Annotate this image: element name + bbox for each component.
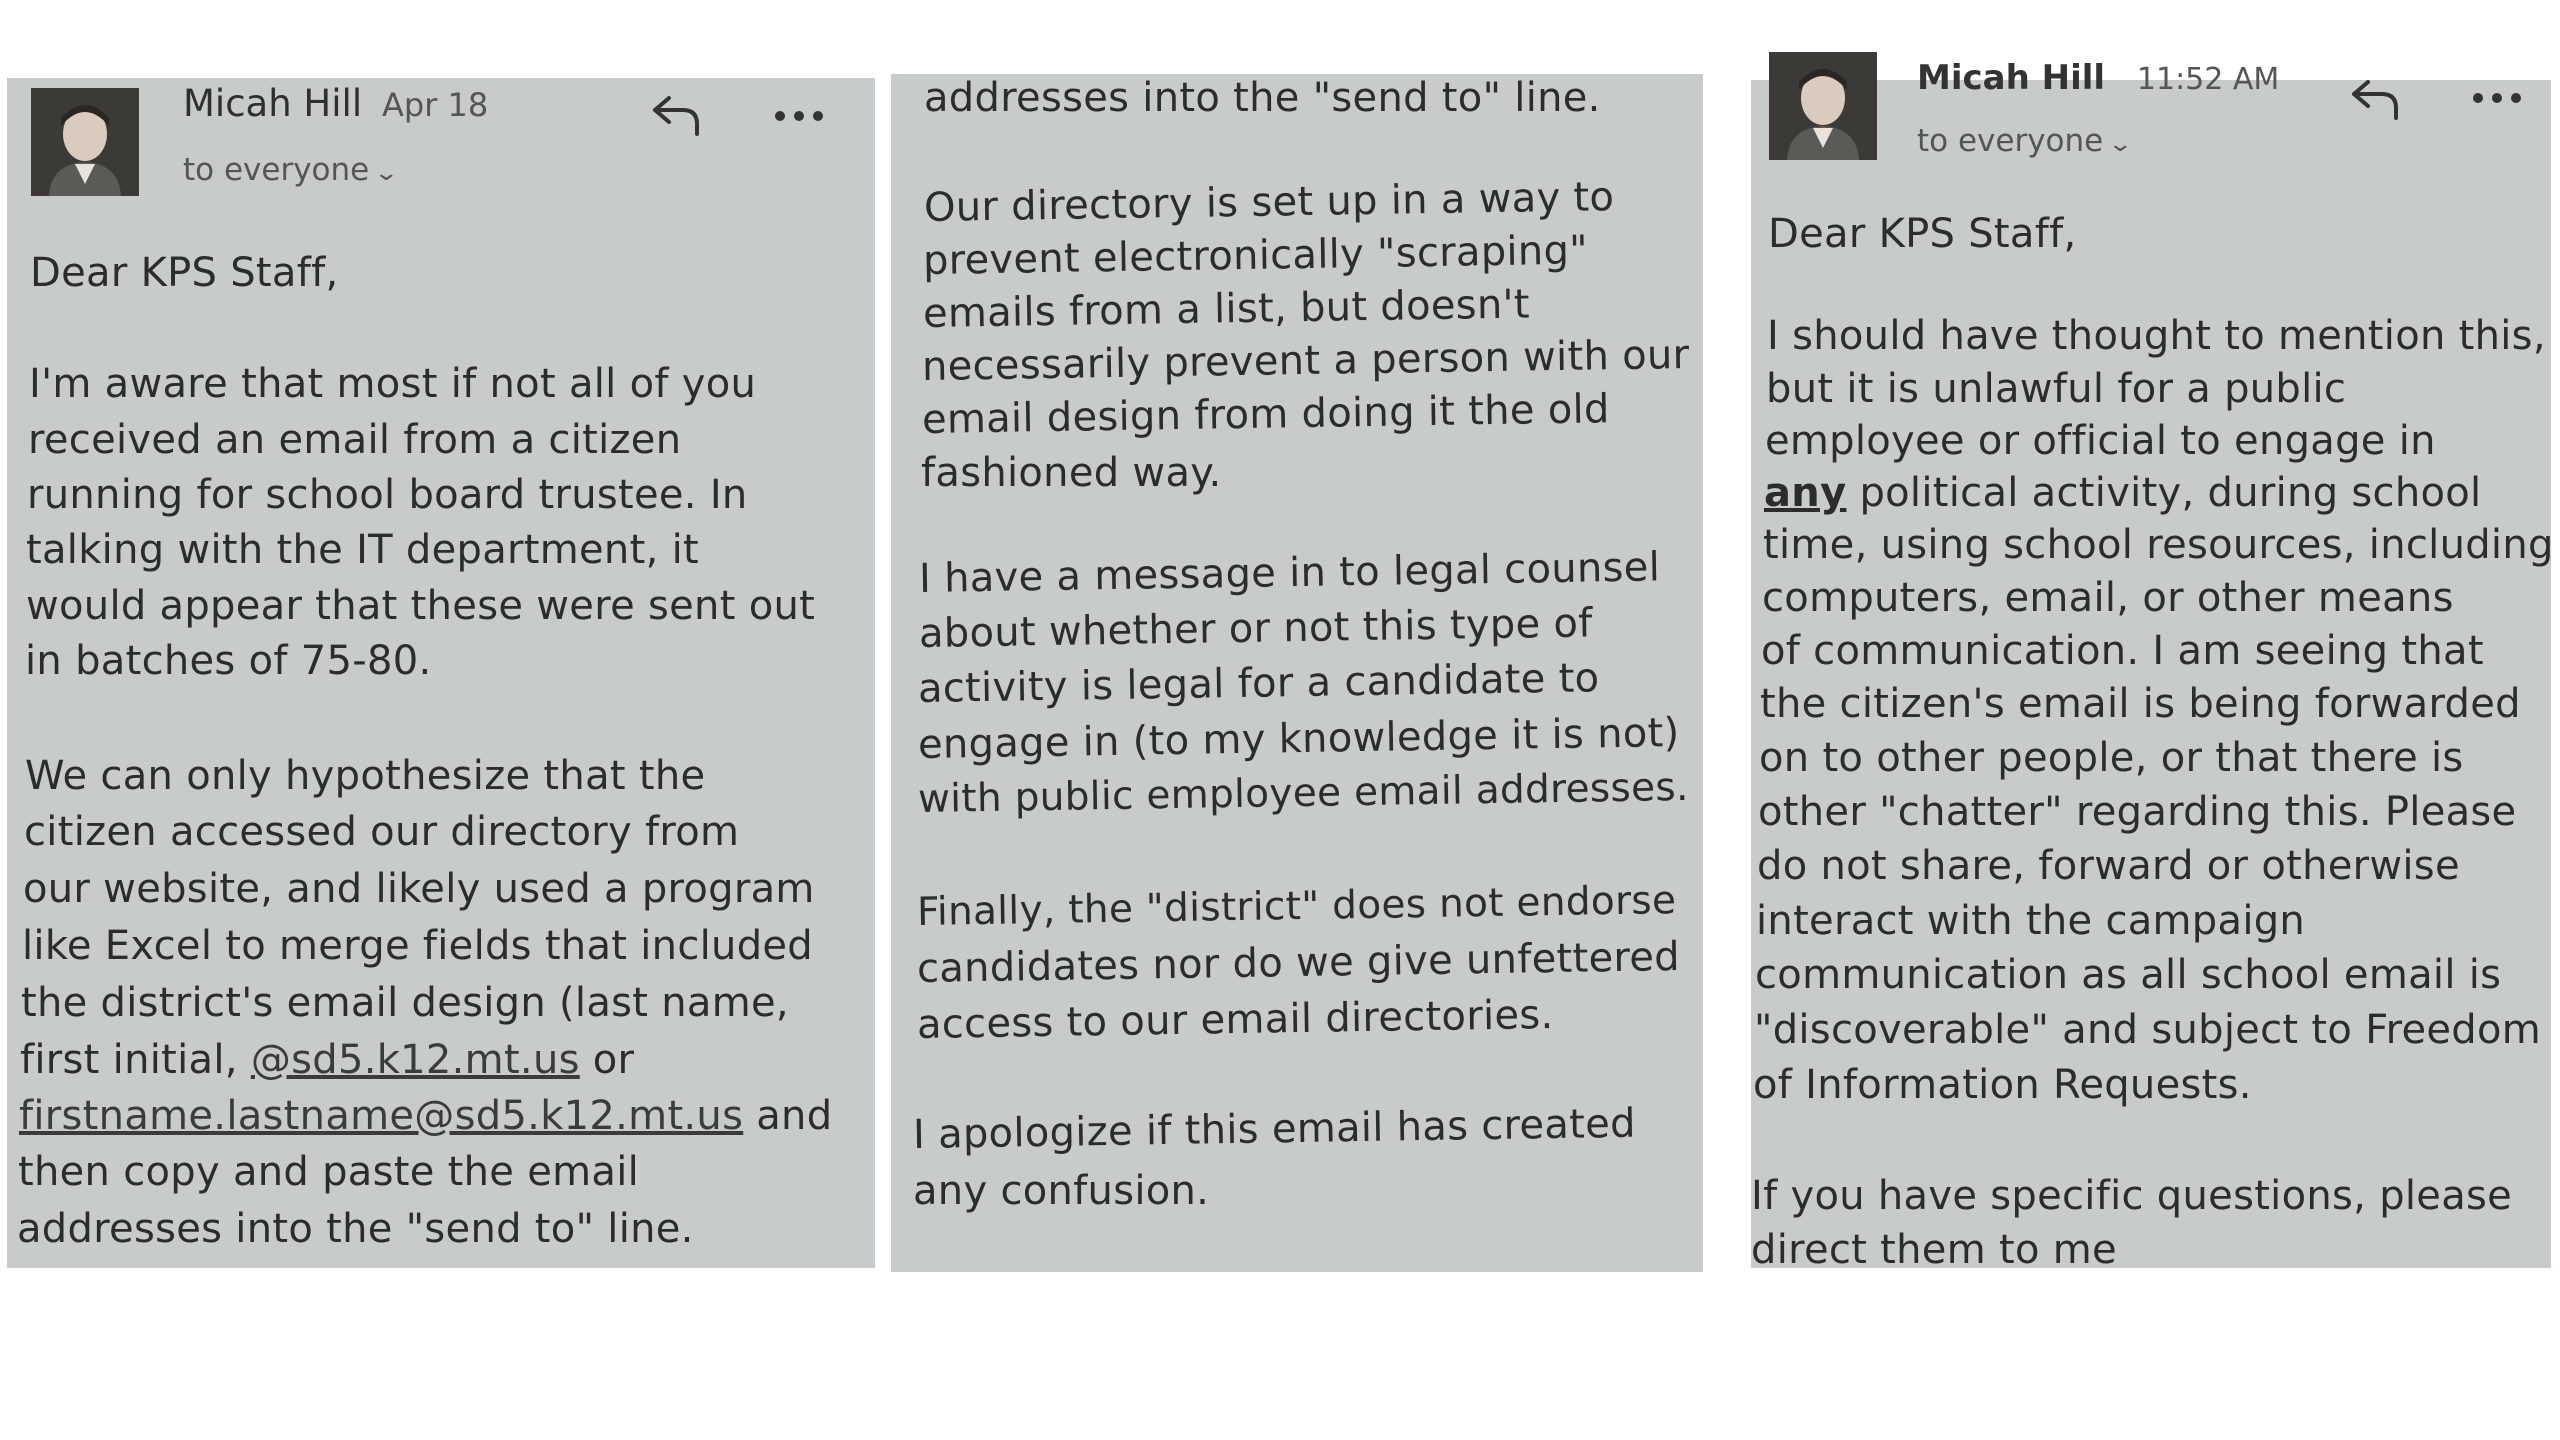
body-line: activity is legal for a candidate to bbox=[917, 655, 1600, 712]
body-text: and bbox=[756, 1093, 833, 1139]
body-line: emails from a list, but doesn't bbox=[922, 281, 1531, 337]
email-date: Apr 18 bbox=[382, 86, 489, 124]
more-options-icon[interactable] bbox=[773, 108, 825, 128]
body-line: then copy and paste the email bbox=[18, 1149, 640, 1195]
body-line: of communication. I am seeing that bbox=[1761, 628, 2484, 674]
body-line: on to other people, or that there is bbox=[1759, 735, 2464, 781]
body-line: candidates nor do we give unfettered bbox=[916, 934, 1681, 992]
body-line: other "chatter" regarding this. Please bbox=[1758, 789, 2517, 835]
body-line: access to our email directories. bbox=[916, 992, 1554, 1048]
body-line: any confusion. bbox=[913, 1168, 1210, 1214]
body-text: or bbox=[592, 1037, 635, 1083]
recipients-dropdown[interactable] bbox=[1917, 123, 2134, 159]
body-line bbox=[20, 1036, 634, 1084]
greeting: Dear KPS Staff, bbox=[1768, 211, 2077, 257]
body-line: the district's email design (last name, bbox=[21, 980, 789, 1026]
body-line: I have a message in to legal counsel bbox=[918, 544, 1661, 602]
body-line: of Information Requests. bbox=[1753, 1062, 2252, 1108]
recipients-label: to everyone bbox=[183, 152, 370, 188]
body-line: We can only hypothesize that the bbox=[25, 753, 706, 799]
body-line: received an email from a citizen bbox=[28, 417, 682, 463]
reply-icon[interactable] bbox=[2348, 76, 2402, 126]
body-line: do not share, forward or otherwise bbox=[1757, 843, 2460, 889]
body-line bbox=[1764, 469, 2481, 517]
body-line: addresses into the "send to" line. bbox=[17, 1206, 694, 1252]
more-options-icon[interactable] bbox=[2471, 90, 2523, 110]
body-line: I should have thought to mention this, bbox=[1767, 313, 2546, 359]
body-text: first initial, bbox=[20, 1037, 238, 1083]
sender-name-text: Micah Hill bbox=[1917, 58, 2106, 98]
body-line: Our directory is set up in a way to bbox=[923, 174, 1615, 231]
chevron-down-icon: ⌄ bbox=[373, 161, 400, 186]
sender-name bbox=[1917, 58, 2279, 98]
body-line: computers, email, or other means bbox=[1762, 575, 2454, 621]
emphasis-any: any bbox=[1764, 470, 1847, 516]
email-address-link[interactable]: firstname.lastname@sd5.k12.mt.us bbox=[19, 1093, 744, 1139]
body-line: fashioned way. bbox=[921, 450, 1222, 496]
body-line: in batches of 75-80. bbox=[25, 638, 432, 684]
body-line: with public employee email addresses. bbox=[917, 764, 1690, 822]
body-line: our website, and likely used a program bbox=[23, 866, 815, 912]
body-line: running for school board trustee. In bbox=[27, 472, 748, 518]
email-panel-1 bbox=[7, 78, 875, 1268]
body-line-cutoff: direct them to me bbox=[1751, 1227, 2117, 1273]
body-line bbox=[19, 1092, 832, 1140]
email-panel-2 bbox=[891, 74, 1703, 1272]
body-line: the citizen's email is being forwarded bbox=[1760, 681, 2521, 727]
body-line: talking with the IT department, it bbox=[26, 527, 699, 573]
body-line: interact with the campaign bbox=[1756, 898, 2306, 944]
body-line: necessarily prevent a person with our bbox=[921, 331, 1690, 390]
body-line: Finally, the "district" does not endorse bbox=[916, 878, 1677, 935]
body-line: addresses into the "send to" line. bbox=[924, 75, 1601, 121]
recipients-label: to everyone bbox=[1917, 123, 2104, 159]
body-line: email design from doing it the old bbox=[921, 386, 1611, 443]
body-line: about whether or not this type of bbox=[918, 600, 1593, 657]
body-line: engage in (to my knowledge it is not) bbox=[917, 710, 1680, 768]
recipients-dropdown[interactable] bbox=[183, 152, 400, 188]
domain-link[interactable]: @sd5.k12.mt.us bbox=[250, 1037, 580, 1083]
body-line: citizen accessed our directory from bbox=[24, 809, 740, 855]
body-line: communication as all school email is bbox=[1755, 952, 2502, 998]
body-text: political activity, during school bbox=[1859, 470, 2482, 516]
body-line: time, using school resources, including bbox=[1763, 522, 2554, 568]
sender-name: Micah Hill bbox=[183, 82, 363, 125]
avatar[interactable] bbox=[31, 88, 139, 196]
chevron-down-icon: ⌄ bbox=[2107, 132, 2134, 157]
reply-icon[interactable] bbox=[649, 92, 703, 142]
body-line: I'm aware that most if not all of you bbox=[29, 361, 757, 407]
body-line: prevent electronically "scraping" bbox=[922, 227, 1589, 284]
email-time: 11:52 AM bbox=[2136, 62, 2280, 97]
body-line: employee or official to engage in bbox=[1765, 418, 2436, 464]
body-line: like Excel to merge fields that included bbox=[22, 923, 813, 969]
avatar[interactable] bbox=[1769, 52, 1877, 160]
body-line: "discoverable" and subject to Freedom bbox=[1754, 1007, 2542, 1053]
body-line: I apologize if this email has created bbox=[912, 1100, 1637, 1158]
body-line: but it is unlawful for a public bbox=[1766, 366, 2347, 412]
greeting: Dear KPS Staff, bbox=[30, 250, 339, 296]
body-line: would appear that these were sent out bbox=[26, 583, 816, 629]
email-panel-3 bbox=[1751, 58, 2554, 1273]
body-line: If you have specific questions, please bbox=[1751, 1173, 2513, 1219]
